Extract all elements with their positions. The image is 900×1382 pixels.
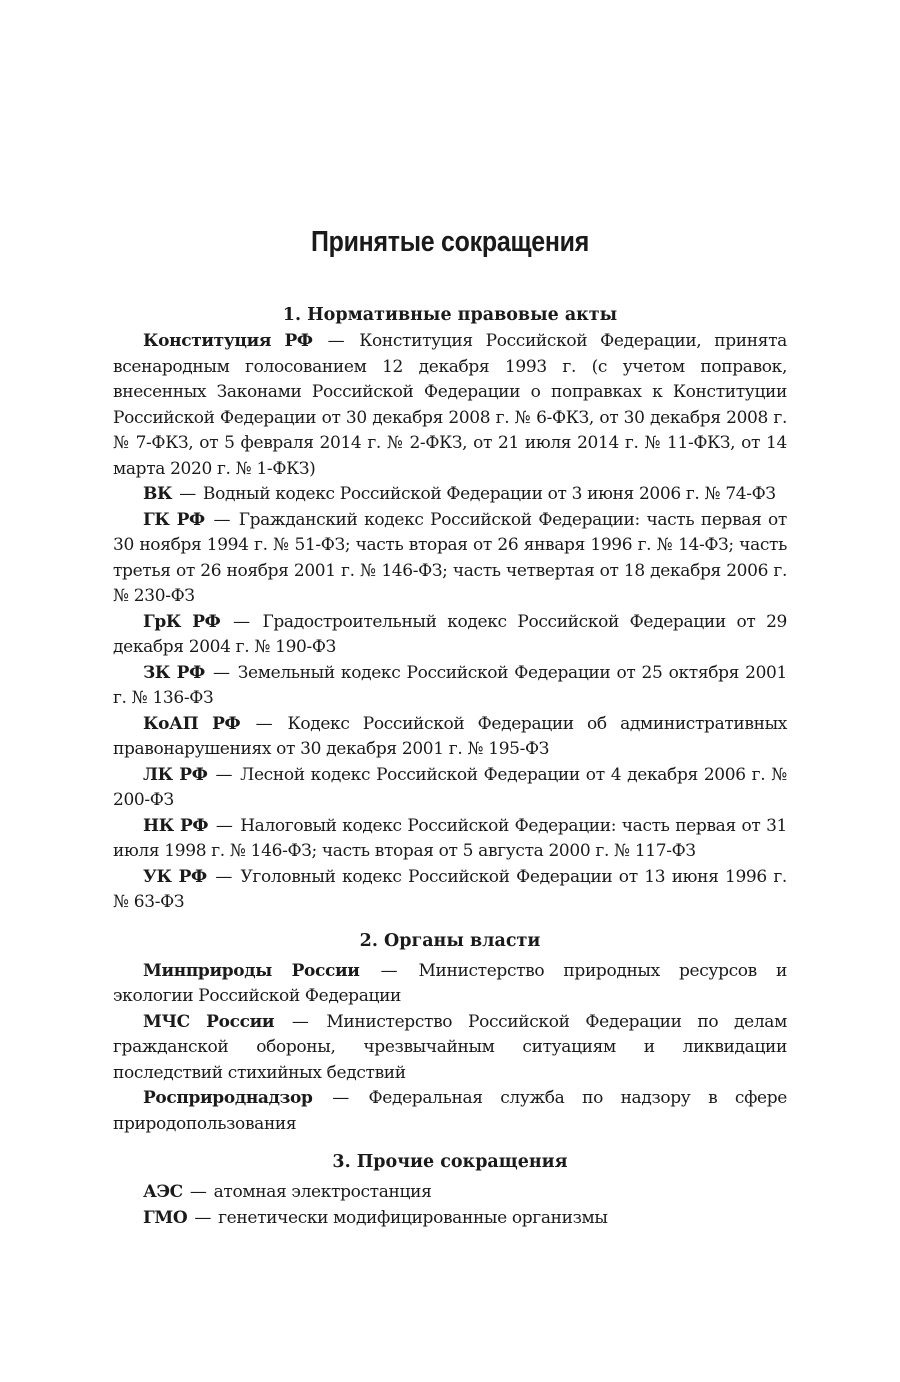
abbreviation-definition: Министерство природных ресурсов и экологии Российской Федерации [113,960,788,1006]
abbreviation-term: Росприроднадзор [143,1088,313,1108]
abbreviation-entry [113,329,787,482]
abbreviation-term: НК РФ [143,815,209,836]
section-heading: 2. Органы власти [359,930,541,951]
abbreviation-term: Минприроды России [143,960,360,981]
section-heading: 3. Прочие сокращения [332,1152,568,1172]
abbreviation-entry [113,610,787,661]
abbreviation-definition: Федеральная служба по надзору в сфере природопользования [113,1088,787,1134]
entry-separator: — [215,764,233,785]
abbreviation-definition: Налоговый кодекс Российской Федерации: часть первая от 31 июля 1998 г. № 146-ФЗ; часть вторая от 5 августа 2000 г. № 117-ФЗ [113,815,788,861]
abbreviation-term: КоАП РФ [143,713,241,734]
entry-separator: — [291,1011,309,1032]
abbreviation-entry [113,763,787,814]
abbreviation-definition: Кодекс Российской Федерации об административных правонарушениях от 30 декабря 2001 г. № 195-ФЗ [113,713,788,759]
abbreviation-entry [113,661,787,712]
entry-separator: — [215,815,233,836]
document-page [113,222,787,1231]
abbreviation-entry [113,1180,787,1206]
abbreviation-entry [113,865,787,916]
abbreviation-definition: генетически модифицированные организмы [218,1207,608,1228]
abbreviation-entry [113,1086,787,1137]
abbreviation-definition: Земельный кодекс Российской Федерации от 25 октября 2001 г. № 136-ФЗ [113,662,787,708]
abbreviation-definition: Гражданский кодекс Российской Федерации: часть первая от 30 ноября 1994 г. № 51-ФЗ; часть вторая от 26 января 1996 г. № 14-ФЗ; часть третья от 26 ноября 2001 г. № 146-ФЗ; часть четвертая от 18 декабря 2006 г. № 230-ФЗ [113,509,787,606]
abbreviation-term: ВК [143,484,173,504]
abbreviation-term: ГМО [143,1207,188,1228]
abbreviation-definition: атомная электростанция [213,1182,432,1202]
entry-separator: — [179,484,196,504]
entry-separator: — [233,611,250,632]
abbreviation-term: Конституция РФ [143,331,313,351]
entry-separator: — [194,1207,212,1228]
abbreviation-term: МЧС России [143,1011,275,1032]
abbreviation-term: ГрК РФ [143,611,221,632]
abbreviation-entry [113,482,787,508]
entry-separator: — [332,1088,349,1108]
entry-separator: — [213,509,231,530]
abbreviation-term: ЗК РФ [143,662,205,683]
abbreviation-term: ЛК РФ [143,764,208,785]
abbreviation-definition: Лесной кодекс Российской Федерации от 4 декабря 2006 г. № 200-ФЗ [113,764,787,810]
entry-separator: — [327,331,345,351]
abbreviation-term: УК РФ [143,866,207,887]
abbreviations-list [113,303,787,1231]
abbreviation-entry [113,508,787,610]
abbreviation-entry [113,1010,787,1087]
abbreviation-definition: Водный кодекс Российской Федерации от 3 июня 2006 г. № 74-ФЗ [202,484,776,504]
entry-separator: — [189,1182,207,1202]
abbreviation-term: АЭС [143,1182,183,1202]
abbreviation-entry [113,1206,787,1232]
abbreviation-definition: Градостроительный кодекс Российской Федерации от 29 декабря 2004 г. № 190-ФЗ [113,611,788,657]
entry-separator: — [255,713,273,734]
abbreviation-entry [113,814,787,865]
section-heading: 1. Нормативные правовые акты [282,305,618,325]
abbreviation-entry [113,959,787,1010]
abbreviation-definition: Министерство Российской Федерации по делам гражданской обороны, чрезвычайным ситуациям и ликвидации последствий стихийных бедствий [113,1011,787,1083]
abbreviation-term: ГК РФ [143,509,205,530]
abbreviation-definition: Уголовный кодекс Российской Федерации от 13 июня 1996 г. № 63-ФЗ [113,866,787,912]
page-title: Принятые сокращения [310,226,590,258]
abbreviation-definition: Конституция Российской Федерации, принята всенародным голосованием 12 декабря 1993 г. (с учетом поправок, внесенных Законами Российской Федерации о поправках к Конституции Российской Федерации от 30 декабря 2008 г. № 6-ФКЗ, от 30 декабря 2008 г. № 7-ФКЗ, от 5 февраля 2014 г. № 2-ФКЗ, от 21 июля 2014 г. № 11-ФКЗ, от 14 марта 2020 г. № 1-ФКЗ) [113,331,787,479]
abbreviation-entry [113,712,787,763]
entry-separator: — [215,866,232,887]
entry-separator: — [213,662,230,683]
entry-separator: — [380,960,398,981]
